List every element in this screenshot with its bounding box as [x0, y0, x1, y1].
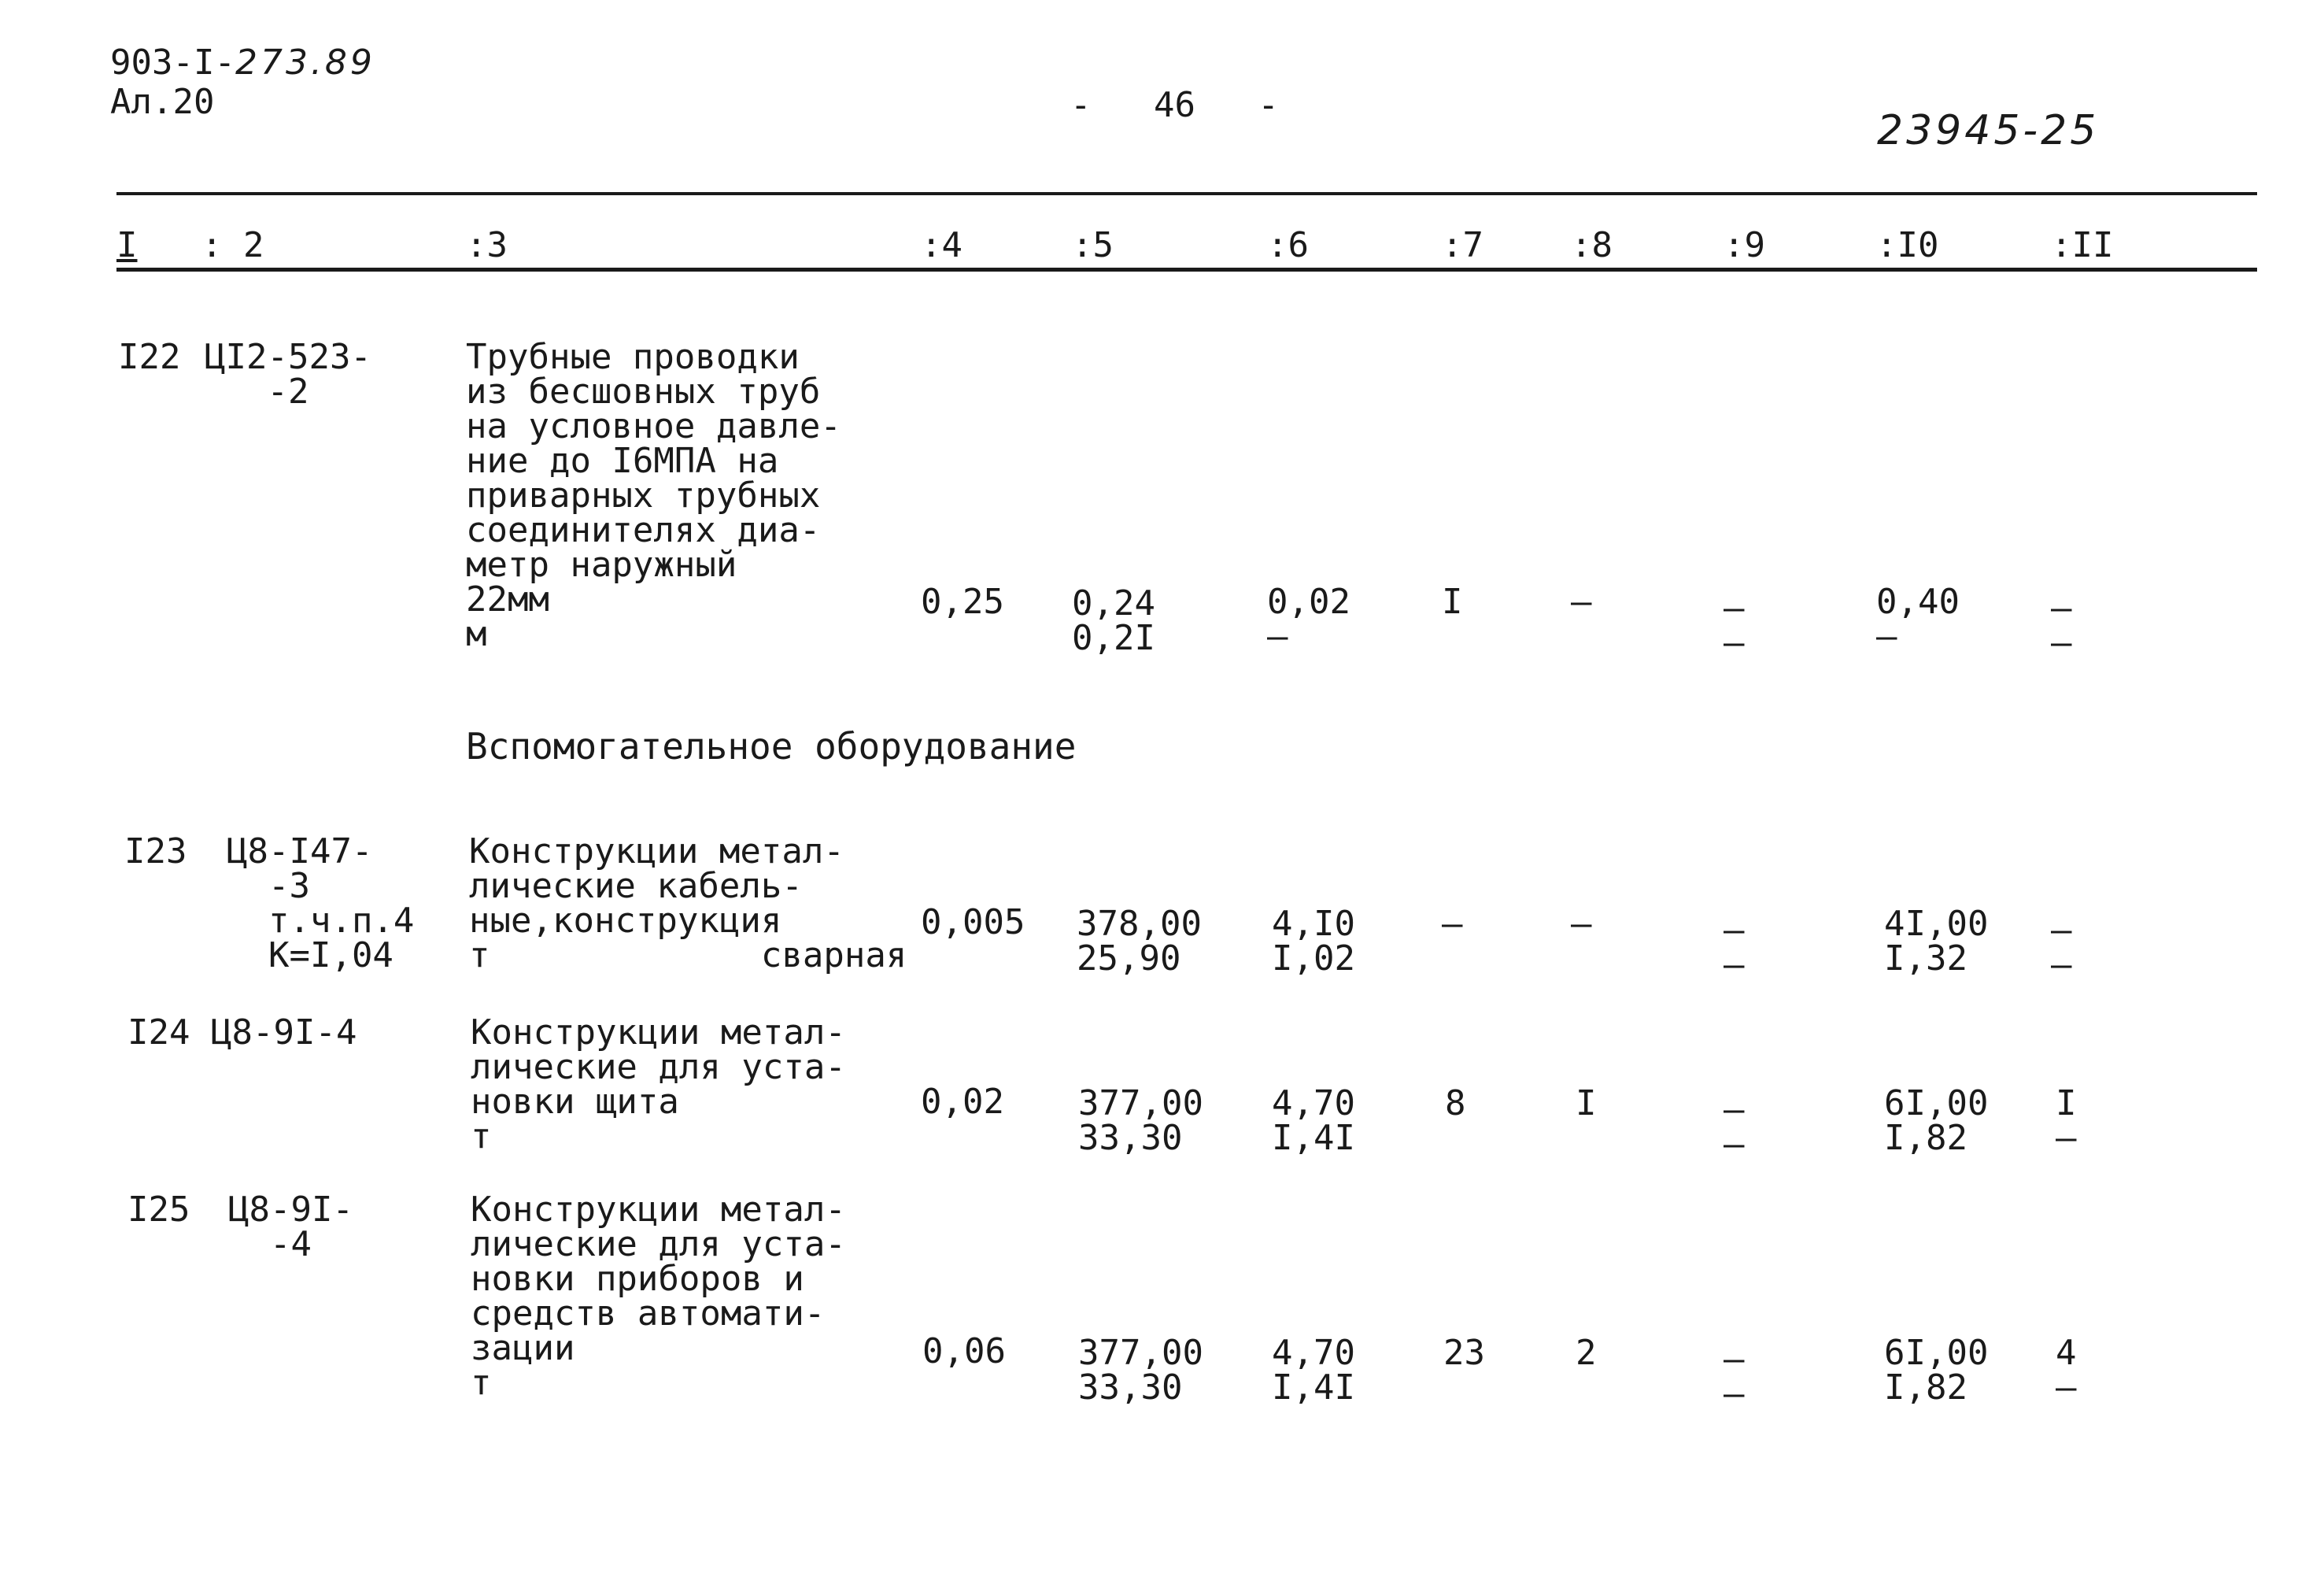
- page-number: - 46 -: [1070, 85, 1279, 125]
- value-col-9: – –: [1724, 910, 1745, 985]
- value-col-6: 0,02 –: [1267, 582, 1350, 657]
- column-header-7: :7: [1442, 225, 1483, 265]
- value-col-7: 23: [1443, 1333, 1485, 1373]
- document-code-printed: 903-I-: [110, 43, 235, 83]
- work-description: Конструкции метал- лические кабель- ные,конструкция т сварная: [469, 831, 907, 975]
- column-header-2: : 2: [201, 225, 264, 265]
- row-number: I22: [118, 337, 181, 377]
- album-number: Ал.20: [110, 82, 215, 122]
- column-header-5: :5: [1072, 225, 1114, 265]
- column-header-9: :9: [1724, 225, 1765, 265]
- work-description: Конструкции метал- лические для уста- новки приборов и средств автомати- зации т: [471, 1190, 846, 1403]
- value-col-10: 4I,00 I,32: [1884, 904, 1989, 979]
- row-number: I24: [127, 1012, 190, 1053]
- value-col-11: I –: [2056, 1083, 2077, 1158]
- column-header-8: :8: [1571, 225, 1613, 265]
- value-col-11: 4 –: [2056, 1333, 2077, 1408]
- column-header-3: :3: [466, 225, 508, 265]
- norm-code: Ц8-9I- -4: [228, 1190, 353, 1264]
- value-col-5: 377,00 33,30: [1078, 1083, 1203, 1158]
- column-header-10: :I0: [1876, 225, 1939, 265]
- value-col-10: 6I,00 I,82: [1884, 1083, 1989, 1158]
- value-col-4: 0,005: [921, 902, 1025, 942]
- value-col-11: – –: [2051, 910, 2072, 985]
- value-col-6: 4,I0 I,02: [1272, 904, 1355, 979]
- value-col-5: 378,00 25,90: [1077, 904, 1202, 979]
- value-col-11: – –: [2051, 588, 2072, 663]
- header-rule: [116, 268, 2257, 272]
- archive-number: 23945-25: [1877, 107, 2100, 154]
- value-col-6: 4,70 I,4I: [1272, 1083, 1355, 1158]
- column-header-1: I: [116, 225, 138, 265]
- row-number: I23: [124, 831, 187, 871]
- value-col-6: 4,70 I,4I: [1272, 1333, 1355, 1408]
- value-col-8: I: [1576, 1083, 1597, 1123]
- value-col-5: 377,00 33,30: [1078, 1333, 1203, 1408]
- value-col-10: 6I,00 I,82: [1884, 1333, 1989, 1408]
- value-col-9: – –: [1724, 1339, 1745, 1414]
- row-number: I25: [127, 1190, 190, 1230]
- column-header-11: :II: [2051, 225, 2114, 265]
- column-header-6: :6: [1267, 225, 1309, 265]
- value-col-7: 8: [1445, 1083, 1466, 1123]
- work-description: Трубные проводки из бесшовных труб на условное давле- ние до I6МПА на приварных трубных соединителях диа- метр наружный 22мм м: [466, 337, 841, 654]
- value-col-5: 0,24 0,2I: [1072, 583, 1155, 658]
- norm-code: Ц8-I47- -3 т.ч.п.4 К=I,04: [227, 831, 415, 975]
- value-col-4: 0,25: [921, 582, 1004, 622]
- section-title: Вспомогательное оборудование: [466, 725, 1077, 768]
- norm-code: ЦI2-523- -2: [205, 337, 371, 412]
- work-description: Конструкции метал- лические для уста- новки щита т: [471, 1012, 846, 1156]
- value-col-10: 0,40 –: [1876, 582, 1960, 657]
- value-col-8: 2: [1576, 1333, 1597, 1373]
- norm-code: Ц8-9I-4: [211, 1012, 357, 1053]
- value-col-7: I: [1442, 582, 1463, 622]
- value-col-9: – –: [1724, 588, 1745, 663]
- column-header-4: :4: [921, 225, 962, 265]
- value-col-7: –: [1442, 904, 1463, 944]
- document-code: [110, 43, 375, 83]
- value-col-4: 0,06: [922, 1331, 1006, 1371]
- value-col-8: –: [1571, 904, 1592, 944]
- top-rule: [116, 192, 2257, 195]
- value-col-4: 0,02: [921, 1082, 1004, 1122]
- value-col-8: –: [1571, 582, 1592, 622]
- value-col-9: – –: [1724, 1090, 1745, 1164]
- document-code-handwritten: 273.89: [235, 43, 375, 83]
